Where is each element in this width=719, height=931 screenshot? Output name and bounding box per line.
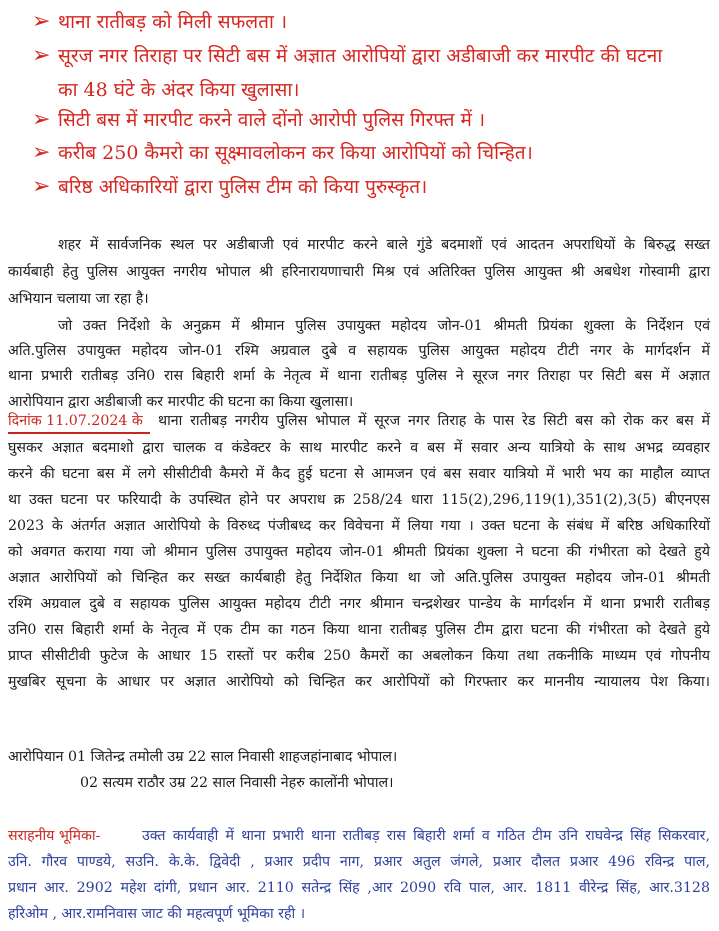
arrow-bullet-icon: ➢ — [32, 9, 51, 34]
text-line: घुसकर अज्ञात बदमाशो द्वारा चालक व कंडेक्टर के साथ मारपीट करने व बस में सवार अन्य यात्रियो के साथ अभद्र व्यवहार — [8, 440, 710, 456]
highlight-text: सूरज नगर तिराहा पर सिटी बस में अज्ञात आरोपियों द्वारा अडीबाजी कर मारपीट की घटना — [58, 45, 663, 67]
text-line: अज्ञात आरोपियों को चिन्हित कर सख्त कार्यबाही हेतु निर्देशित किया था जो अति.पुलिस उपायुक्त महोदय जोन-01 श्रीमती — [8, 570, 710, 586]
highlight-text: बरिष्ठ अधिकारियों द्वारा पुलिस टीम को किया पुरुस्कृत। — [58, 176, 428, 198]
date-underline — [8, 432, 150, 434]
text-line: शहर में सार्वजनिक स्थल पर अडीबाजी एवं मारपीट करने बाले गुंडे बदमाशों एवं आदतन अपराधियों के बिरुद्ध सख्त — [58, 237, 710, 253]
text-line: अति.पुलिस उपायुक्त महोदय जोन-01 रश्मि अग्रवाल दुबे व सहायक पुलिस आयुक्त महोदय टीटी नगर के मार्गदर्शन में — [8, 343, 710, 359]
text-line: थाना रातीबड़ नगरीय पुलिस भोपाल में सूरज नगर तिराह के पास रेड सिटी बस को रोक कर बस में — [158, 413, 710, 429]
text-line: 2023 के अंतर्गत अज्ञात आरोपियो के विरुध्द पंजीबध्द कर विवेचना में लिया गया । उक्त घटना के संबंध में बरिष्ठ अधिकारियों — [8, 518, 710, 534]
arrow-bullet-icon: ➢ — [32, 43, 51, 68]
highlight-text: सिटी बस में मारपीट करने वाले दोंनो आरोपी पुलिस गिरफ्त में । — [58, 109, 486, 131]
text-line: कार्यबाही हेतु पुलिस आयुक्त नगरीय भोपाल श्री हरिनारायणाचारी मिश्र एवं अतिरिक्त पुलिस आयुक्त श्री अबधेश गोस्वामी द्वारा — [8, 264, 710, 280]
arrow-bullet-icon: ➢ — [32, 140, 51, 165]
text-line: आरोपियान द्वारा अडीबाजी कर मारपीट की घटना का किया खुलासा। — [8, 394, 354, 410]
accused-item: 02 सत्यम राठौर उम्र 22 साल निवासी नेहरु कालोंनी भोपाल। — [80, 775, 394, 791]
text-line: जो उक्त निर्देशो के अनुक्रम में श्रीमान पुलिस उपायुक्त महोदय जोन-01 श्रीमती प्रियंका शुक्ला के निर्देशन एवं — [58, 318, 710, 334]
commendation-label: सराहनीय भूमिका- — [8, 828, 101, 844]
accused-item: आरोपियान 01 जितेन्द्र तमोली उम्र 22 साल निवासी शाहजहांनाबाद भोपाल। — [8, 749, 398, 765]
text-line: को अवगत कराया गया जो श्रीमान पुलिस उपायुक्त महोदय जोन-01 श्रीमती प्रियंका शुक्ला ने घटना की गंभीरता को देखते हुये — [8, 544, 710, 560]
text-line: उनि0 रास बिहारी शर्मा के नेतृत्व में एक टीम का गठन किया थाना रातीबड़ पुलिस टीम द्वारा घटना की गंभीरता को देखते हुये — [8, 622, 710, 638]
text-line: हरिओम , आर.रामनिवास जाट की महत्वपूर्ण भूमिका रही । — [8, 906, 306, 922]
highlight-text: का 48 घंटे के अंदर किया खुलासा। — [58, 79, 300, 101]
highlight-item — [0, 168, 719, 210]
text-line: रश्मि अग्रवाल दुबे व सहायक पुलिस आयुक्त महोदय टीटी नगर श्रीमान चन्द्रशेखर पान्डेय के मार्गदर्शन में थाना प्रभारी रातीबड़ — [8, 596, 710, 612]
text-line: अभियान चलाया जा रहा है। — [8, 291, 149, 307]
arrow-bullet-icon: ➢ — [32, 174, 51, 199]
text-line: प्रधान आर. 2902 महेश दांगी, प्रधान आर. 2110 सतेन्द्र सिंह ,आर 2090 रवि पाल, आर. 1811 वीरेन्द्र सिंह, आर.3128 — [8, 880, 710, 896]
text-line: थाना प्रभारी रातीबड़ उनि0 रास बिहारी शर्मा के नेतृत्व में थाना रातीबड़ पुलिस ने सूरज नगर तिराहा पर सिटी बस में अज्ञात — [8, 368, 710, 384]
text-line: प्राप्त सीसीटीवी फुटेज के आधार 15 रास्तों पर करीब 250 कैमरों का अबलोकन किया तथा तकनीकि माध्यम एवं गोपनीय — [8, 648, 710, 664]
text-line: करने की घटना बस में लगे सीसीटीवी कैमरो में कैद हुई घटना से आमजन एवं बस सवार यात्रियो में भारी भय का माहौल व्याप्त — [8, 466, 710, 482]
text-line: था उक्त घटना पर फरियादी के उपस्थित होने पर अपराध क्र 258/24 धारा 115(2),296,119(1),351(2),3(5) बीएनएस — [8, 492, 710, 508]
text-line: उनि. गौरव पाण्डये, सउनि. के.के. द्विवेदी , प्रआर प्रदीप नाग, प्रआर अतुल जंगले, प्रआर दौलत प्रआर 496 रविन्द्र पाल, — [8, 854, 710, 870]
highlight-text: थाना रातीबड़ को मिली सफलता । — [58, 11, 288, 33]
highlight-text: करीब 250 कैमरो का सूक्ष्मावलोकन कर किया आरोपियों को चिन्हित। — [58, 142, 533, 164]
incident-date: दिनांक 11.07.2024 के — [8, 413, 143, 429]
arrow-bullet-icon: ➢ — [32, 107, 51, 132]
text-line: मुखबिर सूचना के आधार पर अज्ञात आरोपियो को चिन्हित कर आरोपियों को गिरफ्तार कर माननीय न्यायालय पेश किया। — [8, 674, 710, 690]
text-line: उक्त कार्यवाही में थाना प्रभारी थाना रातीबड़ रास बिहारी शर्मा व गठित टीम उनि राघवेन्द्र सिंह सिकरवार, — [142, 828, 710, 844]
